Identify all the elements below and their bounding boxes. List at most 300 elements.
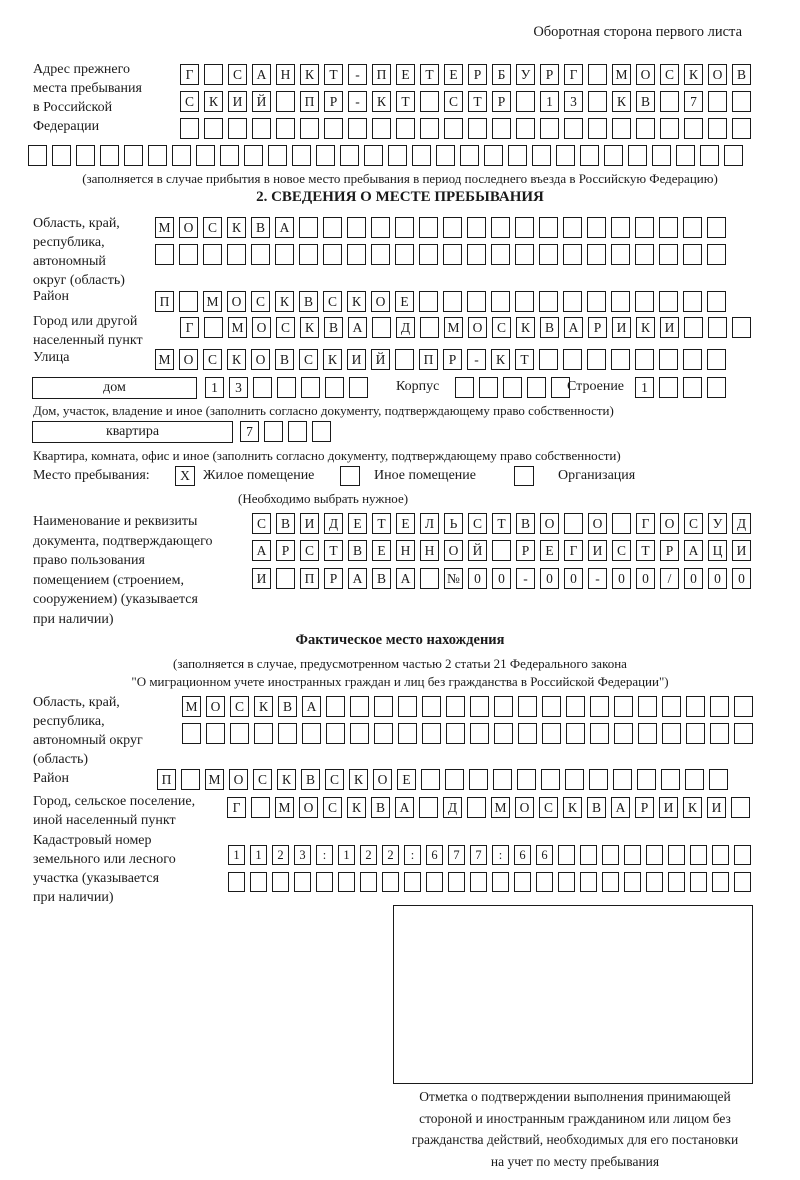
char-cell[interactable]: [350, 696, 369, 717]
char-cell[interactable]: [196, 145, 215, 166]
char-cell[interactable]: Р: [660, 540, 679, 561]
char-cell[interactable]: [635, 217, 654, 238]
char-cell[interactable]: [587, 244, 606, 265]
char-cell[interactable]: Г: [227, 797, 246, 818]
char-cell[interactable]: [364, 145, 383, 166]
char-cell[interactable]: С: [323, 291, 342, 312]
char-cell[interactable]: И: [707, 797, 726, 818]
char-cell[interactable]: [659, 349, 678, 370]
char-cell[interactable]: Р: [443, 349, 462, 370]
char-cell[interactable]: О: [515, 797, 534, 818]
char-cell[interactable]: 1: [228, 845, 245, 865]
char-cell[interactable]: С: [468, 513, 487, 534]
char-cell[interactable]: [558, 872, 575, 892]
char-cell[interactable]: А: [275, 217, 294, 238]
char-cell[interactable]: [491, 217, 510, 238]
char-cell[interactable]: В: [372, 568, 391, 589]
char-cell[interactable]: К: [684, 64, 703, 85]
char-cell[interactable]: [683, 291, 702, 312]
char-cell[interactable]: [542, 723, 561, 744]
char-cell[interactable]: [686, 723, 705, 744]
char-cell[interactable]: [268, 145, 287, 166]
char-cell[interactable]: В: [587, 797, 606, 818]
char-cell[interactable]: [206, 723, 225, 744]
char-cell[interactable]: [668, 845, 685, 865]
char-cell[interactable]: [292, 145, 311, 166]
char-cell[interactable]: [492, 872, 509, 892]
char-cell[interactable]: [566, 723, 585, 744]
char-cell[interactable]: М: [228, 317, 247, 338]
char-cell[interactable]: 3: [294, 845, 311, 865]
char-cell[interactable]: Т: [468, 91, 487, 112]
char-cell[interactable]: С: [276, 317, 295, 338]
char-cell[interactable]: [734, 845, 751, 865]
char-cell[interactable]: [374, 696, 393, 717]
char-cell[interactable]: 3: [564, 91, 583, 112]
char-cell[interactable]: Г: [564, 64, 583, 85]
char-cell[interactable]: [566, 696, 585, 717]
char-cell[interactable]: [685, 769, 704, 790]
char-cell[interactable]: [323, 244, 342, 265]
char-cell[interactable]: [539, 244, 558, 265]
char-cell[interactable]: Д: [324, 513, 343, 534]
char-cell[interactable]: [300, 118, 319, 139]
char-cell[interactable]: С: [230, 696, 249, 717]
char-cell[interactable]: С: [203, 217, 222, 238]
char-cell[interactable]: М: [155, 349, 174, 370]
char-cell[interactable]: [182, 723, 201, 744]
char-cell[interactable]: [276, 91, 295, 112]
char-cell[interactable]: 2: [272, 845, 289, 865]
char-cell[interactable]: [455, 377, 474, 398]
char-cell[interactable]: [503, 377, 522, 398]
char-cell[interactable]: [494, 696, 513, 717]
char-cell[interactable]: [580, 872, 597, 892]
char-cell[interactable]: [28, 145, 47, 166]
char-cell[interactable]: [710, 723, 729, 744]
char-cell[interactable]: А: [252, 540, 271, 561]
char-cell[interactable]: [516, 118, 535, 139]
char-cell[interactable]: К: [612, 91, 631, 112]
char-cell[interactable]: П: [300, 568, 319, 589]
char-cell[interactable]: [294, 872, 311, 892]
char-cell[interactable]: :: [492, 845, 509, 865]
char-cell[interactable]: И: [347, 349, 366, 370]
char-cell[interactable]: [275, 244, 294, 265]
char-cell[interactable]: Е: [348, 513, 367, 534]
char-cell[interactable]: [220, 145, 239, 166]
char-cell[interactable]: [443, 217, 462, 238]
char-cell[interactable]: Т: [324, 64, 343, 85]
char-cell[interactable]: О: [229, 769, 248, 790]
char-cell[interactable]: Б: [492, 64, 511, 85]
char-cell[interactable]: [700, 145, 719, 166]
char-cell[interactable]: [340, 145, 359, 166]
char-cell[interactable]: [395, 349, 414, 370]
char-cell[interactable]: [443, 291, 462, 312]
char-cell[interactable]: :: [316, 845, 333, 865]
char-cell[interactable]: 0: [540, 568, 559, 589]
char-cell[interactable]: [539, 291, 558, 312]
char-cell[interactable]: [516, 91, 535, 112]
char-cell[interactable]: С: [251, 291, 270, 312]
char-cell[interactable]: М: [205, 769, 224, 790]
char-cell[interactable]: [708, 317, 727, 338]
char-cell[interactable]: А: [348, 317, 367, 338]
char-cell[interactable]: [460, 145, 479, 166]
char-cell[interactable]: [426, 872, 443, 892]
char-cell[interactable]: О: [252, 317, 271, 338]
char-cell[interactable]: [264, 421, 283, 442]
char-cell[interactable]: Е: [444, 64, 463, 85]
char-cell[interactable]: К: [372, 91, 391, 112]
char-cell[interactable]: [541, 769, 560, 790]
char-cell[interactable]: М: [155, 217, 174, 238]
char-cell[interactable]: К: [491, 349, 510, 370]
char-cell[interactable]: П: [419, 349, 438, 370]
char-cell[interactable]: Р: [324, 91, 343, 112]
char-cell[interactable]: Й: [252, 91, 271, 112]
char-cell[interactable]: [419, 797, 438, 818]
char-cell[interactable]: [539, 349, 558, 370]
char-cell[interactable]: [347, 244, 366, 265]
char-cell[interactable]: 1: [540, 91, 559, 112]
char-cell[interactable]: К: [275, 291, 294, 312]
char-cell[interactable]: [179, 291, 198, 312]
char-cell[interactable]: [230, 723, 249, 744]
char-cell[interactable]: К: [254, 696, 273, 717]
char-cell[interactable]: [388, 145, 407, 166]
char-cell[interactable]: [659, 377, 678, 398]
char-cell[interactable]: [467, 797, 486, 818]
char-cell[interactable]: [446, 696, 465, 717]
char-cell[interactable]: Н: [396, 540, 415, 561]
char-cell[interactable]: [635, 349, 654, 370]
char-cell[interactable]: С: [299, 349, 318, 370]
char-cell[interactable]: К: [347, 797, 366, 818]
char-cell[interactable]: [563, 244, 582, 265]
char-cell[interactable]: Ц: [708, 540, 727, 561]
char-cell[interactable]: -: [348, 64, 367, 85]
char-cell[interactable]: 1: [205, 377, 224, 398]
char-cell[interactable]: [155, 244, 174, 265]
char-cell[interactable]: [613, 769, 632, 790]
char-cell[interactable]: [628, 145, 647, 166]
char-cell[interactable]: [611, 244, 630, 265]
char-cell[interactable]: [324, 118, 343, 139]
char-cell[interactable]: [204, 64, 223, 85]
char-cell[interactable]: [707, 244, 726, 265]
char-cell[interactable]: П: [157, 769, 176, 790]
char-cell[interactable]: О: [708, 64, 727, 85]
char-cell[interactable]: Е: [396, 513, 415, 534]
char-cell[interactable]: 3: [229, 377, 248, 398]
char-cell[interactable]: Т: [324, 540, 343, 561]
char-cell[interactable]: [587, 291, 606, 312]
char-cell[interactable]: [493, 769, 512, 790]
char-cell[interactable]: [492, 540, 511, 561]
char-cell[interactable]: [684, 118, 703, 139]
char-cell[interactable]: [491, 291, 510, 312]
char-cell[interactable]: Й: [371, 349, 390, 370]
char-cell[interactable]: М: [612, 64, 631, 85]
char-cell[interactable]: [587, 349, 606, 370]
char-cell[interactable]: [540, 118, 559, 139]
char-cell[interactable]: О: [373, 769, 392, 790]
char-cell[interactable]: К: [347, 291, 366, 312]
char-cell[interactable]: [244, 145, 263, 166]
char-cell[interactable]: [398, 696, 417, 717]
char-cell[interactable]: [278, 723, 297, 744]
char-cell[interactable]: [204, 118, 223, 139]
char-cell[interactable]: О: [588, 513, 607, 534]
char-cell[interactable]: [251, 797, 270, 818]
char-cell[interactable]: К: [323, 349, 342, 370]
char-cell[interactable]: [395, 217, 414, 238]
char-cell[interactable]: И: [732, 540, 751, 561]
char-cell[interactable]: Т: [636, 540, 655, 561]
char-cell[interactable]: [661, 769, 680, 790]
char-cell[interactable]: К: [277, 769, 296, 790]
char-cell[interactable]: [564, 118, 583, 139]
char-cell[interactable]: [347, 217, 366, 238]
char-cell[interactable]: [707, 291, 726, 312]
char-cell[interactable]: [659, 291, 678, 312]
char-cell[interactable]: [227, 244, 246, 265]
char-cell[interactable]: [731, 797, 750, 818]
char-cell[interactable]: [542, 696, 561, 717]
char-cell[interactable]: К: [227, 217, 246, 238]
char-cell[interactable]: Г: [564, 540, 583, 561]
char-cell[interactable]: [602, 872, 619, 892]
char-cell[interactable]: П: [372, 64, 391, 85]
char-cell[interactable]: С: [444, 91, 463, 112]
char-cell[interactable]: С: [684, 513, 703, 534]
char-cell[interactable]: [395, 244, 414, 265]
char-cell[interactable]: О: [206, 696, 225, 717]
char-cell[interactable]: [556, 145, 575, 166]
char-cell[interactable]: [734, 723, 753, 744]
char-cell[interactable]: [636, 118, 655, 139]
char-cell[interactable]: В: [299, 291, 318, 312]
char-cell[interactable]: 0: [708, 568, 727, 589]
char-cell[interactable]: [204, 317, 223, 338]
char-cell[interactable]: А: [564, 317, 583, 338]
char-cell[interactable]: Л: [420, 513, 439, 534]
char-cell[interactable]: [76, 145, 95, 166]
char-cell[interactable]: С: [539, 797, 558, 818]
char-cell[interactable]: В: [324, 317, 343, 338]
char-cell[interactable]: [563, 291, 582, 312]
char-cell[interactable]: О: [468, 317, 487, 338]
char-cell[interactable]: [422, 696, 441, 717]
char-cell[interactable]: [325, 377, 344, 398]
char-cell[interactable]: [467, 217, 486, 238]
char-cell[interactable]: С: [203, 349, 222, 370]
char-cell[interactable]: [612, 513, 631, 534]
char-cell[interactable]: [445, 769, 464, 790]
char-cell[interactable]: [604, 145, 623, 166]
char-cell[interactable]: [469, 769, 488, 790]
char-cell[interactable]: [52, 145, 71, 166]
char-cell[interactable]: С: [660, 64, 679, 85]
char-cell[interactable]: К: [683, 797, 702, 818]
char-cell[interactable]: [662, 723, 681, 744]
char-cell[interactable]: [228, 872, 245, 892]
char-cell[interactable]: [470, 723, 489, 744]
char-cell[interactable]: Р: [635, 797, 654, 818]
char-cell[interactable]: В: [275, 349, 294, 370]
char-cell[interactable]: Ь: [444, 513, 463, 534]
char-cell[interactable]: -: [588, 568, 607, 589]
char-cell[interactable]: А: [348, 568, 367, 589]
char-cell[interactable]: П: [155, 291, 174, 312]
char-cell[interactable]: [652, 145, 671, 166]
char-cell[interactable]: С: [180, 91, 199, 112]
char-cell[interactable]: О: [179, 349, 198, 370]
char-cell[interactable]: [419, 291, 438, 312]
char-cell[interactable]: [124, 145, 143, 166]
char-cell[interactable]: [590, 696, 609, 717]
char-cell[interactable]: [301, 377, 320, 398]
char-cell[interactable]: О: [444, 540, 463, 561]
char-cell[interactable]: [712, 845, 729, 865]
char-cell[interactable]: М: [444, 317, 463, 338]
char-cell[interactable]: [588, 118, 607, 139]
char-cell[interactable]: [349, 377, 368, 398]
char-cell[interactable]: [602, 845, 619, 865]
char-cell[interactable]: В: [251, 217, 270, 238]
char-cell[interactable]: Р: [468, 64, 487, 85]
char-cell[interactable]: [276, 568, 295, 589]
char-cell[interactable]: Т: [420, 64, 439, 85]
char-cell[interactable]: К: [300, 317, 319, 338]
char-cell[interactable]: А: [252, 64, 271, 85]
char-cell[interactable]: О: [540, 513, 559, 534]
char-cell[interactable]: [420, 118, 439, 139]
char-cell[interactable]: И: [228, 91, 247, 112]
char-cell[interactable]: О: [251, 349, 270, 370]
char-cell[interactable]: [564, 513, 583, 534]
char-cell[interactable]: [558, 845, 575, 865]
char-cell[interactable]: [508, 145, 527, 166]
char-cell[interactable]: [690, 872, 707, 892]
char-cell[interactable]: О: [299, 797, 318, 818]
char-cell[interactable]: [436, 145, 455, 166]
char-cell[interactable]: В: [348, 540, 367, 561]
char-cell[interactable]: [646, 845, 663, 865]
char-cell[interactable]: [539, 217, 558, 238]
char-cell[interactable]: [683, 217, 702, 238]
char-cell[interactable]: [404, 872, 421, 892]
char-cell[interactable]: [635, 244, 654, 265]
char-cell[interactable]: [479, 377, 498, 398]
char-cell[interactable]: А: [396, 568, 415, 589]
char-cell[interactable]: [491, 244, 510, 265]
char-cell[interactable]: И: [252, 568, 271, 589]
char-cell[interactable]: [637, 769, 656, 790]
char-cell[interactable]: [708, 91, 727, 112]
char-cell[interactable]: [518, 696, 537, 717]
char-cell[interactable]: 6: [536, 845, 553, 865]
char-cell[interactable]: 6: [426, 845, 443, 865]
char-cell[interactable]: 0: [468, 568, 487, 589]
char-cell[interactable]: [707, 349, 726, 370]
char-cell[interactable]: [470, 872, 487, 892]
char-cell[interactable]: 0: [684, 568, 703, 589]
char-cell[interactable]: [180, 118, 199, 139]
char-cell[interactable]: :: [404, 845, 421, 865]
char-cell[interactable]: У: [516, 64, 535, 85]
char-cell[interactable]: [323, 217, 342, 238]
char-cell[interactable]: И: [659, 797, 678, 818]
char-cell[interactable]: [734, 872, 751, 892]
char-cell[interactable]: С: [323, 797, 342, 818]
char-cell[interactable]: [299, 217, 318, 238]
char-cell[interactable]: [683, 377, 702, 398]
char-cell[interactable]: 0: [732, 568, 751, 589]
char-cell[interactable]: М: [203, 291, 222, 312]
char-cell[interactable]: [254, 723, 273, 744]
char-cell[interactable]: [443, 244, 462, 265]
char-cell[interactable]: [614, 696, 633, 717]
char-cell[interactable]: [467, 291, 486, 312]
char-cell[interactable]: Р: [276, 540, 295, 561]
char-cell[interactable]: В: [732, 64, 751, 85]
char-cell[interactable]: [690, 845, 707, 865]
char-cell[interactable]: [662, 696, 681, 717]
char-cell[interactable]: К: [227, 349, 246, 370]
char-cell[interactable]: У: [708, 513, 727, 534]
char-cell[interactable]: Г: [180, 64, 199, 85]
char-cell[interactable]: М: [275, 797, 294, 818]
char-cell[interactable]: [563, 349, 582, 370]
char-cell[interactable]: А: [611, 797, 630, 818]
char-cell[interactable]: [724, 145, 743, 166]
char-cell[interactable]: [588, 91, 607, 112]
char-cell[interactable]: [326, 723, 345, 744]
char-cell[interactable]: [518, 723, 537, 744]
char-cell[interactable]: [712, 872, 729, 892]
char-cell[interactable]: Г: [636, 513, 655, 534]
char-cell[interactable]: 6: [514, 845, 531, 865]
char-cell[interactable]: К: [349, 769, 368, 790]
char-cell[interactable]: Т: [372, 513, 391, 534]
char-cell[interactable]: О: [179, 217, 198, 238]
char-cell[interactable]: -: [348, 91, 367, 112]
char-cell[interactable]: [251, 244, 270, 265]
char-cell[interactable]: [419, 217, 438, 238]
char-cell[interactable]: [276, 118, 295, 139]
char-cell[interactable]: [372, 118, 391, 139]
char-cell[interactable]: 7: [470, 845, 487, 865]
char-cell[interactable]: К: [636, 317, 655, 338]
char-cell[interactable]: -: [516, 568, 535, 589]
char-cell[interactable]: [732, 317, 751, 338]
char-cell[interactable]: К: [300, 64, 319, 85]
char-cell[interactable]: [732, 91, 751, 112]
char-cell[interactable]: [396, 118, 415, 139]
char-cell[interactable]: Р: [540, 64, 559, 85]
char-cell[interactable]: О: [660, 513, 679, 534]
char-cell[interactable]: 7: [684, 91, 703, 112]
char-cell[interactable]: [515, 291, 534, 312]
char-cell[interactable]: [565, 769, 584, 790]
char-cell[interactable]: 0: [564, 568, 583, 589]
char-cell[interactable]: В: [540, 317, 559, 338]
inoe-checkbox[interactable]: [340, 466, 360, 486]
char-cell[interactable]: В: [371, 797, 390, 818]
